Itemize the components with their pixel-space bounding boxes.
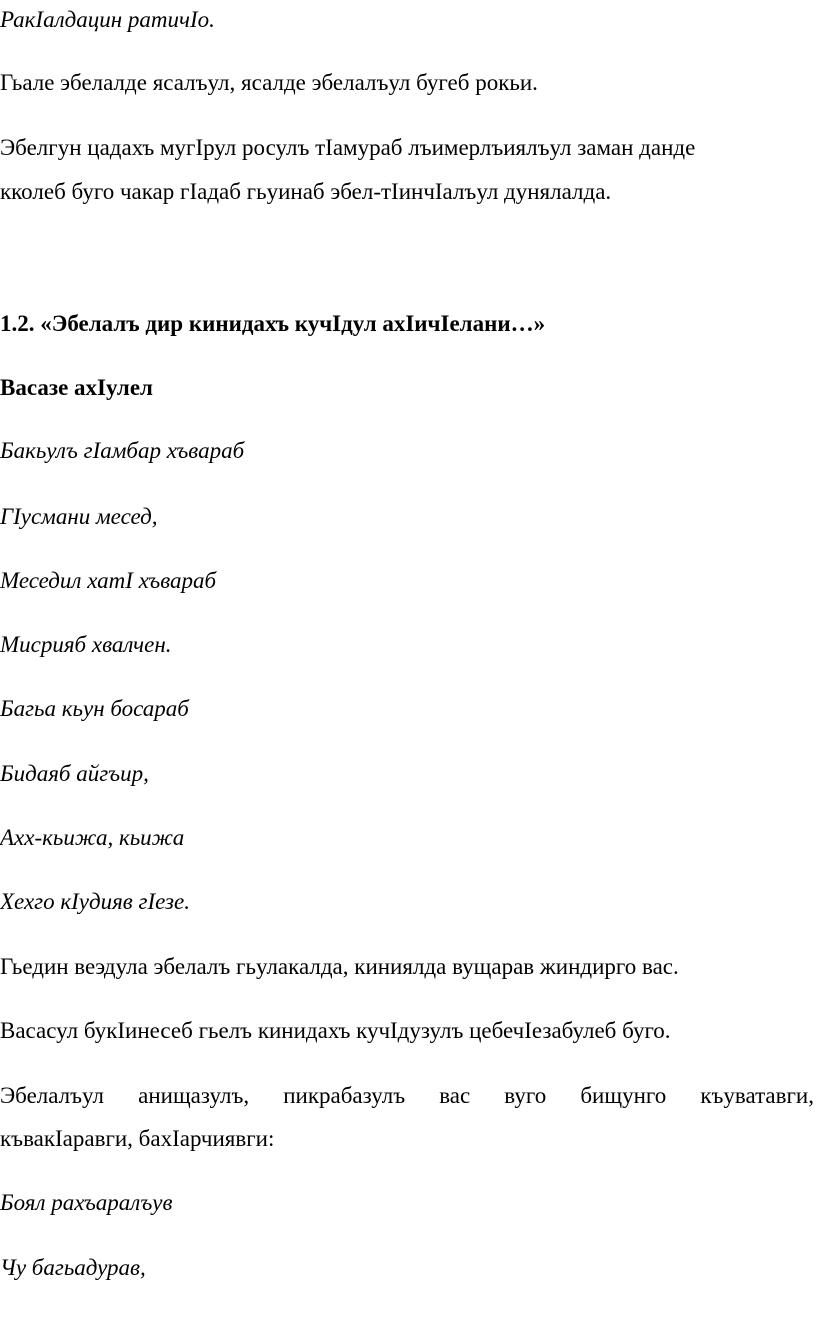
poem-line: Багьа кьун босараб <box>0 696 189 721</box>
paragraph-line: къвакIаравги, бахIарчиявги: <box>0 1126 275 1151</box>
poem-line: Ахх-кьижа, кьижа <box>0 825 185 850</box>
poem-line: ГIусмани месед, <box>0 504 158 529</box>
paragraph-line: кколеб буго чакар гIадаб гьуинаб эбел-тIинчIалъул дунялалда. <box>0 179 612 204</box>
poem-line: Чу багьадурав, <box>0 1255 146 1280</box>
poem-line: Мисрияб хвалчен. <box>0 632 172 657</box>
paragraph-line-justified: Эбелалъул анищазулъ, пикрабазулъ вас вуго бищунго къуватавги, <box>0 1083 814 1108</box>
paragraph-line: Васасул букIинесеб гьелъ кинидахъ кучIдузулъ цебечIезабулеб буго. <box>0 1018 671 1043</box>
poem-line: Боял рахъаралъув <box>0 1190 173 1215</box>
paragraph-line: Гьедин веэдула эбелалъ гьулакалда, киниялда вущарав жиндирго вас. <box>0 954 679 979</box>
poem-line: Хехго кIудияв гIезе. <box>0 889 190 914</box>
intro-italic-line: РакIалдацин ратичIо. <box>0 7 215 32</box>
paragraph-line: Гьале эбелалде ясалъул, ясалде эбелалъул бугеб рокьи. <box>0 70 538 95</box>
poem-line: Бидаяб айгъир, <box>0 761 149 786</box>
poem-line: Меседил хатI хъвараб <box>0 568 217 593</box>
paragraph-line: Эбелгун цадахъ мугIрул росулъ тIамураб лъимерлъиялъул заман данде <box>0 135 696 160</box>
poem-line: Бакьулъ гIамбар хъвараб <box>0 438 245 463</box>
section-heading: 1.2. «Эбелалъ дир кинидахъ кучIдул ахIичIелани…» <box>0 311 546 336</box>
author-heading: Васазе ахIулел <box>0 375 153 400</box>
